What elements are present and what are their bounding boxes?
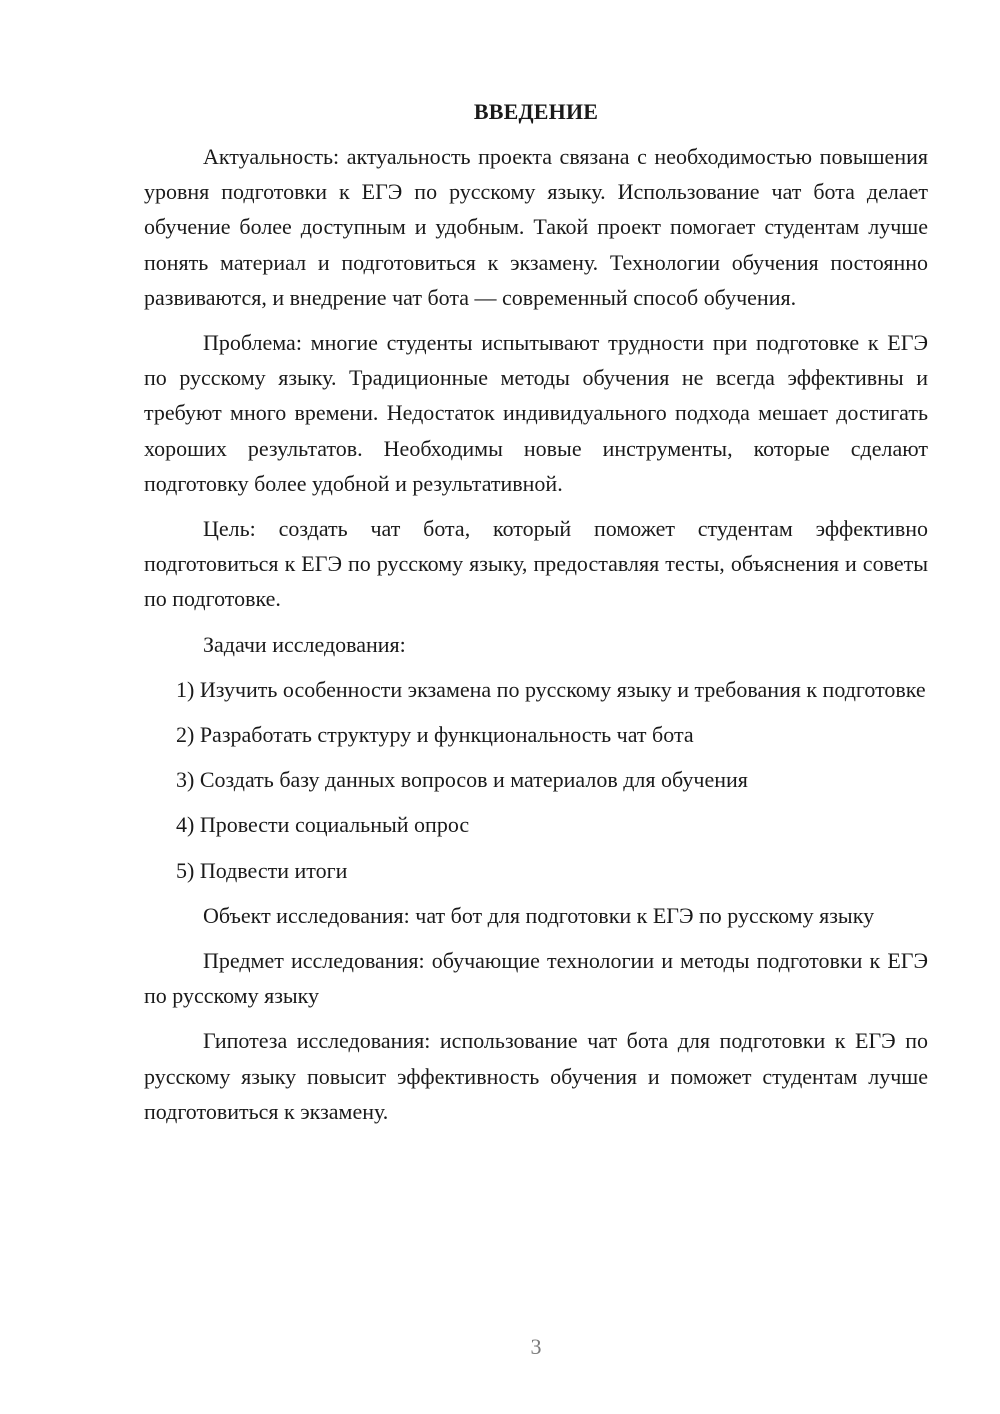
task-item-1: 1) Изучить особенности экзамена по русскому языку и требования к подготовке: [176, 676, 926, 702]
task-item-3: 3) Создать базу данных вопросов и материалов для обучения: [176, 767, 748, 793]
page-title: ВВЕДЕНИЕ: [473, 99, 599, 124]
object-paragraph: Объект исследования: чат бот для подготовки к ЕГЭ по русскому языку: [203, 902, 875, 928]
task-item-2: 2) Разработать структуру и функциональность чат бота: [176, 722, 694, 748]
subject-paragraph: Предмет исследования: обучающие технологии и методы подготовки к ЕГЭ по русскому языку: [144, 948, 928, 1009]
tasks-heading: Задачи исследования:: [203, 631, 406, 657]
task-item-4: 4) Провести социальный опрос: [176, 812, 470, 838]
hypothesis-paragraph: Гипотеза исследования: использование чат бота для подготовки к ЕГЭ по русскому языку повысит эффективность обучения и поможет студентам лучше подготовиться к экзамену.: [144, 1028, 928, 1124]
page-number: 3: [530, 1334, 542, 1359]
goal-paragraph: Цель: создать чат бота, который поможет студентам эффективно подготовиться к ЕГЭ по русскому языку, предоставляя тесты, объяснения и советы по подготовке.: [144, 516, 928, 612]
task-item-5: 5) Подвести итоги: [176, 857, 348, 883]
relevance-paragraph: Актуальность: актуальность проекта связана с необходимостью повышения уровня подготовки к ЕГЭ по русскому языку. Использование чат бота делает обучение более доступным и удобным. Такой проект помогает студентам лучше понять материал и подготовиться к экзамену. Технологии обучения постоянно развиваются, и внедрение чат бота — современный способ обучения.: [144, 144, 928, 310]
problem-paragraph: Проблема: многие студенты испытывают трудности при подготовке к ЕГЭ по русскому языку. Традиционные методы обучения не всегда эффективны и требуют много времени. Недостаток индивидуального подхода мешает достигать хороших результатов. Необходимы новые инструменты, которые сделают подготовку более удобной и результативной.: [144, 330, 928, 496]
page-content: [144, 94, 928, 1129]
